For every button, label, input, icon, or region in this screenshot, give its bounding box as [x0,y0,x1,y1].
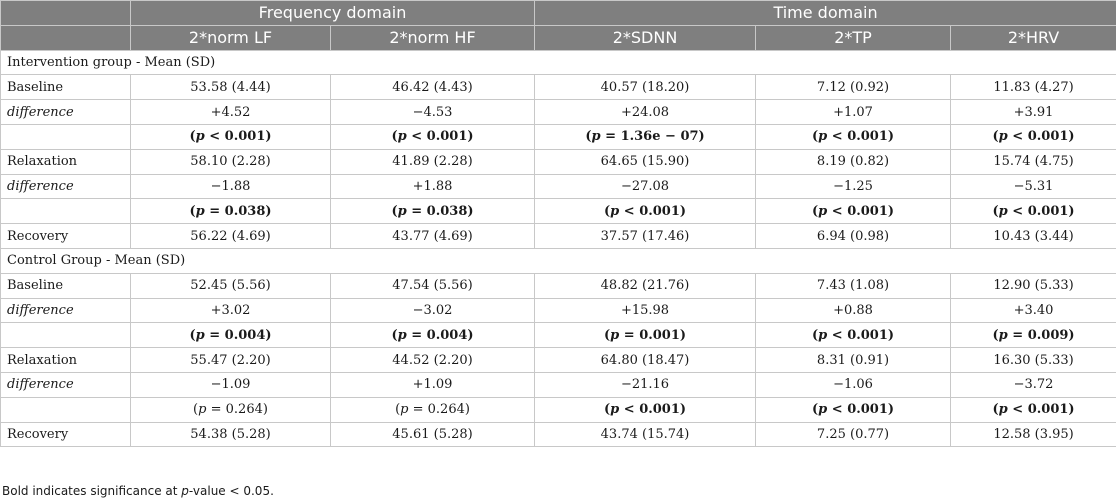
paren-close: ) [464,402,470,418]
p-operator: = [412,402,424,418]
header-corner [1,1,131,26]
p-value-cell [756,323,951,348]
paren-close: ) [467,327,474,343]
paren-open: ( [811,203,819,219]
paren-open: ( [193,402,199,418]
p-symbol: p [397,327,407,343]
mean-sd-cell: 12.90 (5.33) [951,273,1116,298]
difference-cell: +3.91 [951,100,1116,125]
p-value-cell [756,397,951,422]
paren-close: ) [1068,129,1075,145]
footnote-suffix: -value < 0.05. [188,484,274,498]
difference-cell: −3.72 [951,372,1116,397]
mean-sd-cell: 40.57 (18.20) [535,75,756,100]
p-value-cell [951,397,1116,422]
table-row [1,199,1116,224]
p-value-cell [535,199,756,224]
paren-close: ) [262,402,268,418]
difference-cell: −1.25 [756,174,951,199]
mean-sd-cell: 43.77 (4.69) [331,224,535,249]
p-operator: < [623,402,635,418]
difference-cell: +1.88 [331,174,535,199]
p-value: 0.001 [847,402,888,418]
p-value-cell [535,323,756,348]
mean-sd-cell: 54.38 (5.28) [131,422,331,447]
row-label: Baseline [1,75,131,100]
p-value-cell [951,124,1116,149]
table-row [1,372,1116,397]
paren-open: ( [811,327,819,343]
p-symbol: p [591,129,601,145]
p-value-cell [331,199,535,224]
p-value: 0.001 [639,402,680,418]
paren-open: ( [603,203,611,219]
mean-sd-cell: 58.10 (2.28) [131,149,331,174]
mean-sd-cell: 53.58 (4.44) [131,75,331,100]
paren-close: ) [679,327,687,343]
p-operator: = [209,203,221,219]
row-label [1,323,131,348]
p-value-cell [951,323,1116,348]
p-value-cell [535,397,756,422]
paren-close: ) [1068,327,1075,343]
p-value: 0.001 [847,129,888,145]
mean-sd-cell: 12.58 (3.95) [951,422,1116,447]
table-row [1,124,1116,149]
p-value: 0.001 [1027,129,1069,145]
table-row [1,323,1116,348]
table-row [1,75,1116,100]
paren-open: ( [992,203,999,219]
paren-open: ( [189,203,196,219]
paren-open: ( [585,129,592,145]
paren-open: ( [992,129,999,145]
row-label: difference [1,174,131,199]
p-value-cell [756,199,951,224]
mean-sd-cell: 46.42 (4.43) [331,75,535,100]
footnote-prefix: Bold indicates significance at [2,484,182,498]
mean-sd-cell: 8.31 (0.91) [756,348,951,373]
p-value: 0.001 [639,203,680,219]
p-value: 0.001 [1027,402,1069,418]
mean-sd-cell: 6.94 (0.98) [756,224,951,249]
p-value: 0.001 [639,327,680,343]
p-operator: = [209,327,221,343]
p-value: 0.004 [224,327,266,343]
row-label: Relaxation [1,149,131,174]
paren-close: ) [265,327,272,343]
p-value: 0.001 [224,129,266,145]
p-operator: < [411,129,423,145]
paren-close: ) [887,129,895,145]
difference-cell: −3.02 [331,298,535,323]
p-symbol: p [818,327,828,343]
header-group-row [1,1,1116,26]
p-symbol: p [195,327,205,343]
p-value-cell [131,397,331,422]
difference-cell: −27.08 [535,174,756,199]
row-label [1,397,131,422]
table-row [1,174,1116,199]
row-label [1,124,131,149]
difference-cell: −1.06 [756,372,951,397]
paren-close: ) [265,129,272,145]
p-symbol: p [195,129,205,145]
p-value-cell [331,323,535,348]
mean-sd-cell: 44.52 (2.20) [331,348,535,373]
p-operator: < [831,203,843,219]
footnote-italic: p [181,484,189,498]
header-frequency-domain: Frequency domain [131,1,535,26]
paren-open: ( [992,327,999,343]
p-value-cell [131,124,331,149]
paren-open: ( [395,402,401,418]
p-operator: < [1012,129,1024,145]
p-operator: < [209,129,221,145]
table-header [1,1,1116,51]
mean-sd-cell: 10.43 (3.44) [951,224,1116,249]
paren-close: ) [467,129,474,145]
mean-sd-cell: 41.89 (2.28) [331,149,535,174]
paren-close: ) [679,203,687,219]
difference-cell: +24.08 [535,100,756,125]
p-symbol: p [397,203,407,219]
table-row [1,100,1116,125]
p-value-cell [951,199,1116,224]
table-row [1,224,1116,249]
table-row [1,348,1116,373]
mean-sd-cell: 56.22 (4.69) [131,224,331,249]
header-column-row [1,25,1116,50]
p-value: 0.264 [225,402,263,418]
p-operator: = [210,402,222,418]
difference-cell: +4.52 [131,100,331,125]
difference-cell: −4.53 [331,100,535,125]
p-value: 0.001 [426,129,468,145]
p-value: 0.009 [1027,327,1069,343]
p-symbol: p [998,129,1008,145]
p-symbol: p [818,402,828,418]
mean-sd-cell: 7.43 (1.08) [756,273,951,298]
paren-close: ) [467,203,474,219]
paren-open: ( [811,129,819,145]
difference-cell: +0.88 [756,298,951,323]
p-value-cell [131,199,331,224]
mean-sd-cell: 8.19 (0.82) [756,149,951,174]
paren-open: ( [189,129,196,145]
row-label: difference [1,372,131,397]
p-value: 0.038 [224,203,266,219]
p-operator: = [623,327,635,343]
paren-open: ( [391,203,398,219]
p-symbol: p [195,203,205,219]
p-value-cell [331,397,535,422]
paren-open: ( [811,402,819,418]
p-symbol: p [818,203,828,219]
mean-sd-cell: 7.12 (0.92) [756,75,951,100]
p-symbol: p [610,203,620,219]
p-symbol: p [998,327,1008,343]
table-row [1,422,1116,447]
row-label: Recovery [1,224,131,249]
header-column-sdnn: 2*SDNN [535,25,756,50]
p-value: 0.001 [1027,203,1069,219]
mean-sd-cell: 52.45 (5.56) [131,273,331,298]
paren-close: ) [698,129,705,145]
mean-sd-cell: 43.74 (15.74) [535,422,756,447]
table-row [1,397,1116,422]
p-symbol: p [998,402,1008,418]
mean-sd-cell: 48.82 (21.76) [535,273,756,298]
mean-sd-cell: 64.80 (18.47) [535,348,756,373]
paren-close: ) [265,203,272,219]
header-time-domain: Time domain [535,1,1116,26]
p-value: 0.264 [427,402,465,418]
p-operator: < [1012,402,1024,418]
paren-open: ( [603,402,611,418]
row-label [1,199,131,224]
p-operator: < [623,203,635,219]
mean-sd-cell: 45.61 (5.28) [331,422,535,447]
table-body [1,50,1116,447]
p-symbol: p [610,402,620,418]
paren-close: ) [1068,402,1075,418]
p-operator: = [411,327,423,343]
p-symbol: p [818,129,828,145]
header-column-hrv: 2*HRV [951,25,1116,50]
difference-cell: −5.31 [951,174,1116,199]
paren-open: ( [992,402,999,418]
p-operator: = [605,129,617,145]
p-operator: < [831,327,843,343]
paren-close: ) [679,402,687,418]
p-value-cell [756,124,951,149]
paren-open: ( [391,129,398,145]
mean-sd-cell: 15.74 (4.75) [951,149,1116,174]
p-operator: = [1012,327,1024,343]
difference-cell: +3.40 [951,298,1116,323]
row-label: Baseline [1,273,131,298]
difference-cell: +3.02 [131,298,331,323]
p-operator: = [411,203,423,219]
p-value: 1.36e − 07 [620,129,699,145]
difference-cell: +1.09 [331,372,535,397]
paren-open: ( [603,327,611,343]
paren-close: ) [887,327,895,343]
header-column-tp: 2*TP [756,25,951,50]
mean-sd-cell: 37.57 (17.46) [535,224,756,249]
p-value-cell [331,124,535,149]
mean-sd-cell: 11.83 (4.27) [951,75,1116,100]
p-value: 0.001 [847,203,888,219]
p-operator: < [1012,203,1024,219]
p-value: 0.001 [847,327,888,343]
p-symbol: p [397,129,407,145]
group-title: Intervention group - Mean (SD) [1,50,1116,75]
group-heading-row [1,248,1116,273]
mean-sd-cell: 64.65 (15.90) [535,149,756,174]
difference-cell: −1.09 [131,372,331,397]
p-symbol: p [400,402,409,418]
p-value-cell [131,323,331,348]
mean-sd-cell: 7.25 (0.77) [756,422,951,447]
group-heading-row [1,50,1116,75]
mean-sd-cell: 47.54 (5.56) [331,273,535,298]
difference-cell: −1.88 [131,174,331,199]
table-row [1,273,1116,298]
p-value: 0.004 [426,327,468,343]
footnote [2,484,274,498]
row-label: difference [1,298,131,323]
row-label: difference [1,100,131,125]
p-operator: < [831,129,843,145]
p-symbol: p [998,203,1008,219]
row-label: Recovery [1,422,131,447]
difference-cell: −21.16 [535,372,756,397]
difference-cell: +15.98 [535,298,756,323]
mean-sd-cell: 16.30 (5.33) [951,348,1116,373]
p-operator: < [831,402,843,418]
p-symbol: p [198,402,207,418]
group-title: Control Group - Mean (SD) [1,248,1116,273]
mean-sd-cell: 55.47 (2.20) [131,348,331,373]
paren-open: ( [391,327,398,343]
header-column-norm-hf: 2*norm HF [331,25,535,50]
p-value: 0.038 [426,203,468,219]
table-row [1,149,1116,174]
header-column-blank [1,25,131,50]
table-row [1,298,1116,323]
p-value-cell [535,124,756,149]
paren-close: ) [1068,203,1075,219]
row-label: Relaxation [1,348,131,373]
difference-cell: +1.07 [756,100,951,125]
paren-open: ( [189,327,196,343]
paren-close: ) [887,203,895,219]
header-column-norm-lf: 2*norm LF [131,25,331,50]
p-symbol: p [610,327,620,343]
paren-close: ) [887,402,895,418]
